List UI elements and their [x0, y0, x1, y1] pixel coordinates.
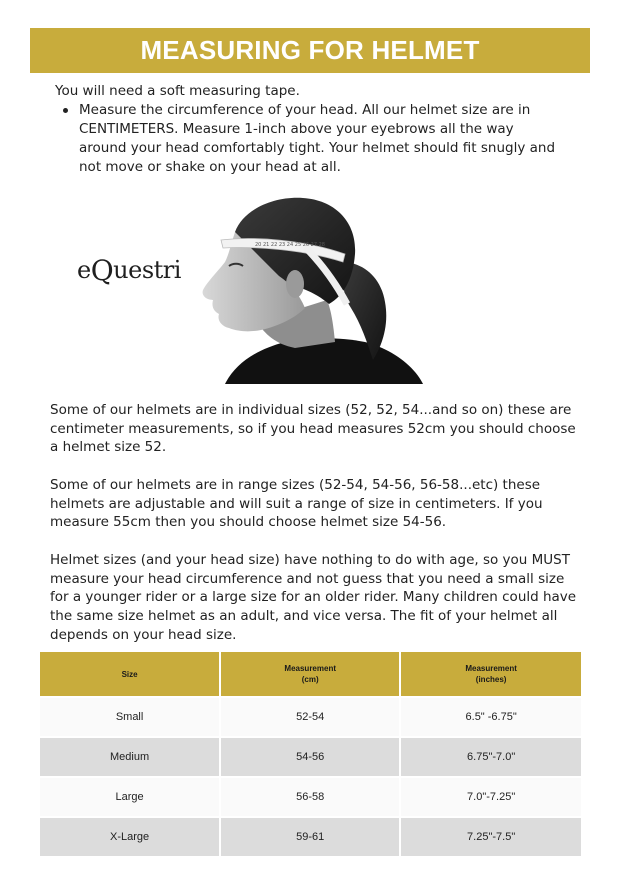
inches-cell: 7.25"-7.5"	[400, 817, 581, 856]
table-row	[40, 817, 581, 856]
cm-cell: 52-54	[220, 697, 400, 737]
inches-cell: 6.5" -6.75"	[400, 697, 581, 737]
cm-cell: 59-61	[220, 817, 400, 856]
table-row	[40, 737, 581, 777]
paragraph-range-sizes: Some of our helmets are in range sizes (52-54, 54-56, 56-58...etc) these helmets are adjustable and will suit a range of size in centimeters. If you measure 55cm then you should choose helmet size 54-56.	[50, 477, 543, 531]
table-row	[40, 777, 581, 817]
cm-cell: 56-58	[220, 777, 400, 817]
inches-cell: 7.0"-7.25"	[400, 777, 581, 817]
jacket-shape	[225, 338, 423, 384]
size-cell: Small	[40, 697, 220, 737]
instruction-item: Measure the circumference of your head. All our helmet size are in CENTIMETERS. Measure 1-inch above your eyebrows all the way around your head comfortably tight. Your helmet should fit snugly and not move or shake on your head at all.	[62, 101, 562, 177]
paragraph-age-note: Helmet sizes (and your head size) have nothing to do with age, so you MUST measure your head circumference and not guess that you need a small size for a younger rider or a large size for an older rider. Many children could have the same size helmet as an adult, and vice versa. The fit of your helmet all depends on your head size.	[50, 552, 577, 643]
head-measuring-photo	[195, 192, 425, 384]
svg-text:20 21 22 23 24 25 26 27 28: 20 21 22 23 24 25 26 27 28	[255, 242, 325, 248]
header-size: Size	[40, 652, 220, 697]
header-measurement-inches: Measurement (inches)	[400, 652, 581, 697]
ear-shape	[286, 270, 304, 298]
intro-text: You will need a soft measuring tape.	[55, 83, 300, 99]
equestri-logo: eQuestri	[77, 254, 181, 287]
size-chart-table	[40, 652, 581, 856]
table-header-row	[40, 652, 581, 697]
size-cell: Medium	[40, 737, 220, 777]
cm-cell: 54-56	[220, 737, 400, 777]
header-measurement-cm: Measurement (cm)	[220, 652, 400, 697]
table-row	[40, 697, 581, 737]
size-cell: X-Large	[40, 817, 220, 856]
instruction-list	[62, 101, 562, 177]
title-banner	[30, 28, 590, 73]
paragraph-individual-sizes: Some of our helmets are in individual sizes (52, 52, 54...and so on) these are centimeter measurements, so if you head measures 52cm you should choose a helmet size 52.	[50, 402, 576, 456]
page-title: MEASURING FOR HELMET	[140, 35, 480, 65]
size-cell: Large	[40, 777, 220, 817]
inches-cell: 6.75"-7.0"	[400, 737, 581, 777]
